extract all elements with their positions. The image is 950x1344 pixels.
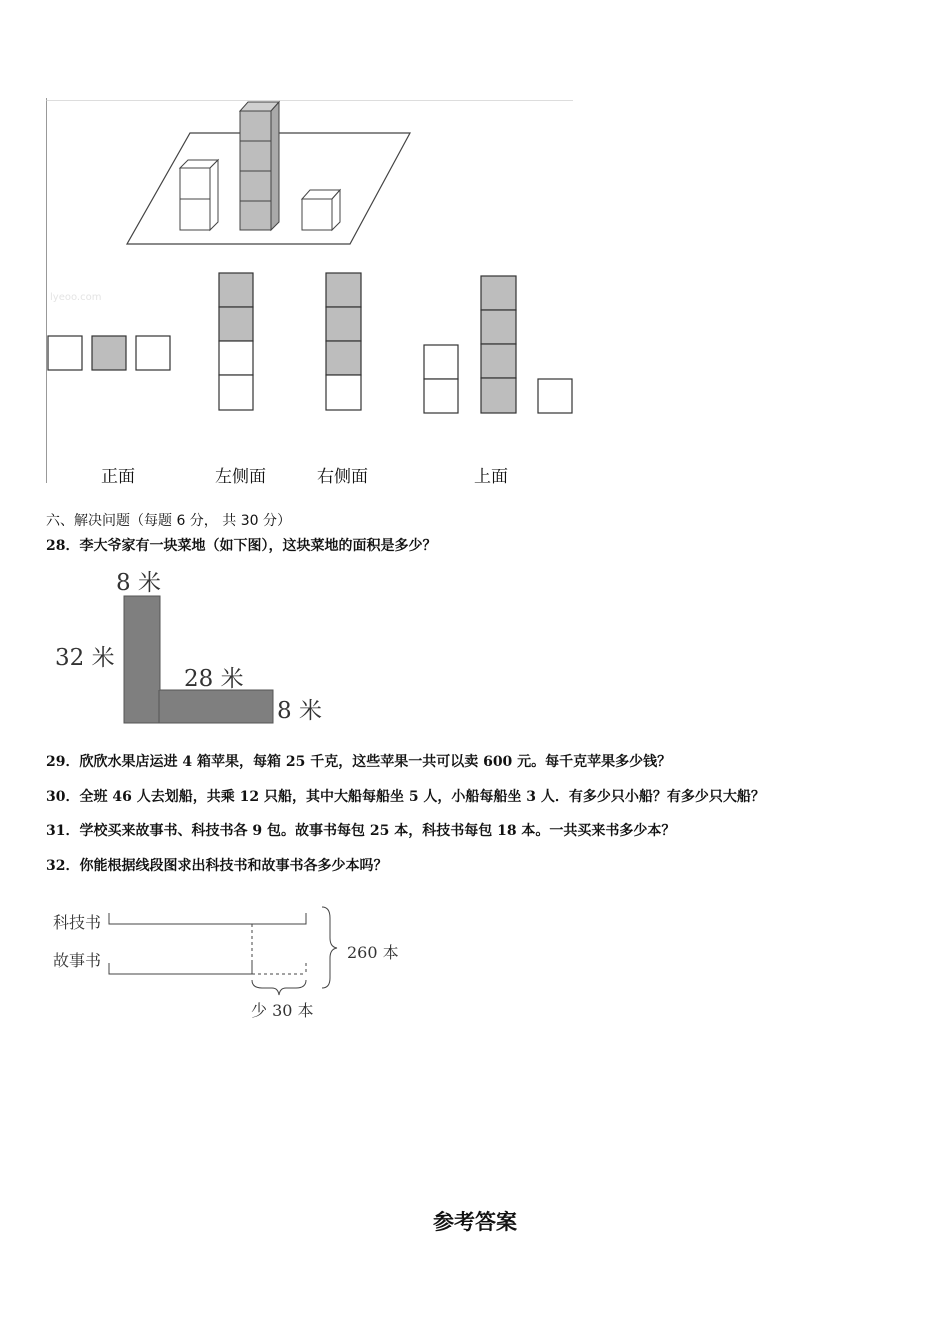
label-top-view: 上面 [474, 467, 508, 487]
watermark-text: lyeoo.com [50, 292, 102, 303]
cube-figure [45, 98, 575, 486]
label-right-side-view: 右侧面 [317, 467, 368, 487]
right-side-view [326, 273, 361, 410]
q28-label-left: 32 米 [55, 645, 115, 671]
stack-tall-cubes [240, 102, 279, 230]
section-six-heading: 六、解决问题（每题 6 分， 共 30 分） [46, 513, 291, 529]
q32-text: 32．你能根据线段图求出科技书和故事书各多少本吗？ [46, 858, 388, 874]
stack-left-cubes [180, 160, 218, 230]
stack-right-cube [302, 190, 340, 230]
answer-title: 参考答案 [433, 1210, 517, 1234]
q32-label-story: 故事书 [53, 951, 102, 970]
q32-label-science: 科技书 [53, 913, 102, 932]
total-brace [322, 907, 337, 988]
story-books-segment [109, 963, 252, 974]
q31-text: 31．学校买来故事书、科技书各 9 包。故事书每包 25 本，科技书每包 18 本。一共买来书多少本？ [46, 823, 676, 839]
q28-label-top: 8 米 [116, 570, 161, 596]
label-front-view: 正面 [101, 467, 135, 487]
q28-text: 28．李大爷家有一块菜地（如下图），这块菜地的面积是多少？ [46, 538, 437, 554]
left-side-view [219, 273, 253, 410]
label-left-side-view: 左侧面 [215, 467, 266, 487]
q32-label-less: 少 30 本 [251, 1001, 314, 1020]
top-view [424, 276, 572, 413]
q32-segment-diagram [100, 900, 340, 1000]
q28-label-right: 8 米 [277, 698, 322, 724]
science-books-segment [109, 913, 306, 924]
q28-l-shape [118, 592, 278, 726]
q29-text: 29．欣欣水果店运进 4 箱苹果，每箱 25 千克，这些苹果一共可以卖 600 元。每千克苹果多少钱？ [46, 754, 672, 770]
less-brace [252, 980, 306, 995]
q28-label-inner: 28 米 [184, 666, 244, 692]
q30-text: 30．全班 46 人去划船，共乘 12 只船，其中大船每船坐 5 人，小船每船坐 3 人．有多少只小船？有多少只大船？ [46, 789, 765, 805]
front-view [48, 336, 170, 370]
q32-label-total: 260 本 [347, 943, 399, 962]
